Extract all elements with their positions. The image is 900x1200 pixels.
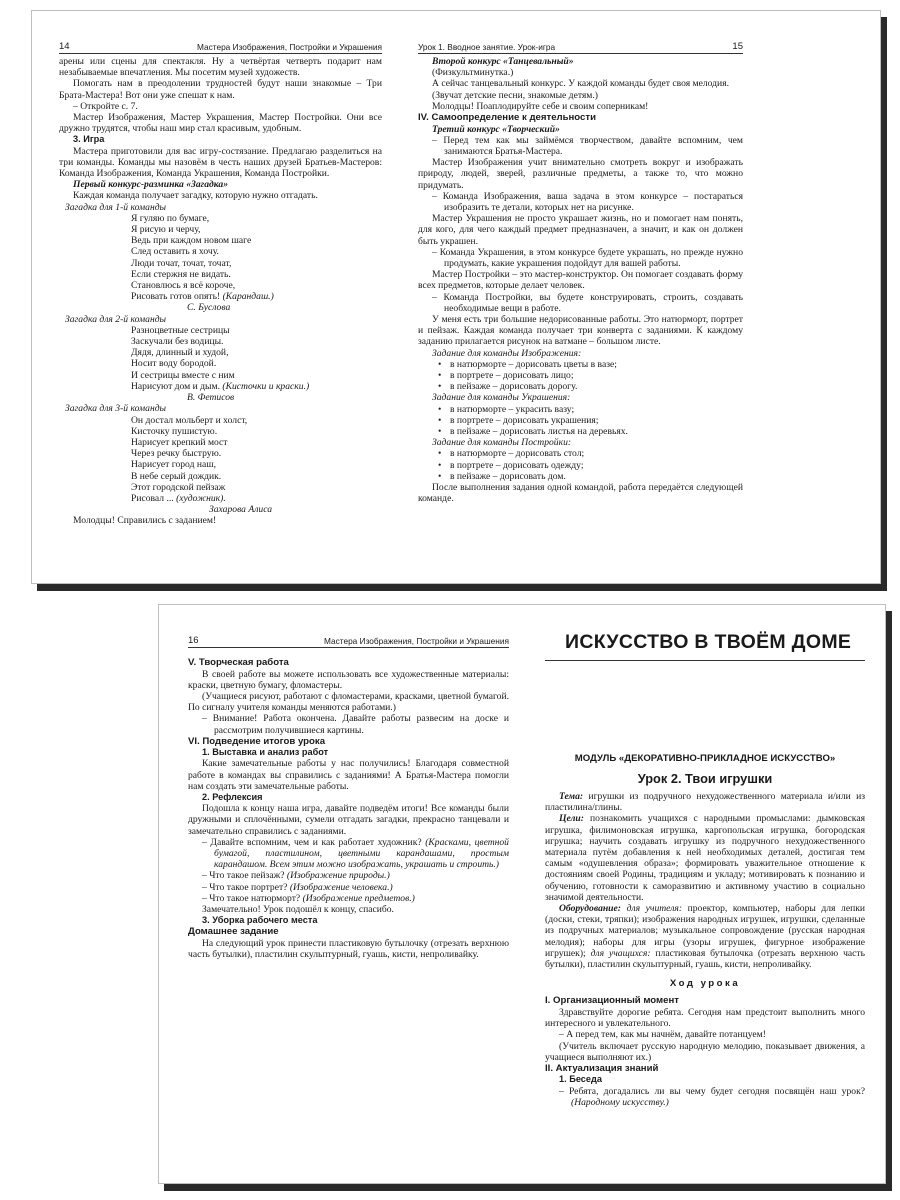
list-item: • в пейзаже – дорисовать листья на деревьях. (438, 426, 743, 437)
poem-line: Кисточку пушистую. (131, 425, 218, 437)
list-item: • в натюрморте – дорисовать стол; (438, 448, 743, 459)
task-label: Задание для команды Украшения: (432, 392, 571, 404)
paragraph: Помогать нам в преодолении трудностей будут наши знакомые – Три Брата-Мастера! Вот они уже спешат к нам. (59, 78, 382, 101)
contest-heading: Первый конкурс-разминка «Загадка» (73, 179, 228, 191)
list-item: • в натюрморте – украсить вазу; (438, 404, 743, 415)
riddle-answer: (художник). (176, 492, 226, 504)
dialogue-line: – Внимание! Работа окончена. Давайте работы развесим на доске и рассмотрим получившиеся картины. (202, 713, 509, 736)
book-spread-pages-16-17 (158, 604, 886, 1184)
list-item: • в портрете – дорисовать лицо; (438, 370, 743, 381)
paragraph: Мастер Постройки – это мастер-конструктор. Он помогает создавать форму всех предметов, которые делает человек. (418, 269, 743, 292)
list-item: • в пейзаже – дорисовать дорогу. (438, 381, 743, 392)
question: – Что такое портрет? (202, 881, 288, 893)
list-item: • в натюрморте – дорисовать цветы в вазе; (438, 359, 743, 370)
poem-line: След оставить я хочу. (131, 246, 219, 258)
paragraph: После выполнения задания одной командой, работа передаётся следующей команде. (418, 482, 743, 505)
subheading: 2. Рефлексия (202, 792, 263, 803)
dialogue-line: – Перед тем как мы займёмся творчеством, давайте вспомним, чем занимаются Братья-Мастера. (432, 134, 743, 157)
paragraph: Каждая команда получает загадку, которую нужно отгадать. (73, 190, 318, 202)
paragraph: (Учитель включает русскую народную мелодию, показывает движения, а учащиеся выполняют их.) (545, 1040, 865, 1063)
bullet-list (418, 359, 743, 393)
task-label: Задание для команды Постройки: (432, 437, 572, 449)
dialogue-line (188, 870, 509, 881)
riddle-answer: (Кисточки и краски.) (222, 380, 310, 392)
paragraph: На следующий урок принести пластиковую бутылочку (отрезать верхнюю часть бутылки), пластилин скульптурный, гуашь, кисти, непроливайку. (188, 937, 509, 961)
dialogue-line (188, 837, 509, 871)
paragraph: Мастер Изображения учит внимательно смотреть вокруг и изображать природу, людей, зверей, различные предметы, а также то, что можно придумать. (418, 157, 743, 191)
page-body (188, 657, 509, 960)
running-title: Урок 1. Вводное занятие. Урок-игра (418, 42, 556, 52)
dialogue-line: – Откройте с. 7. (73, 100, 138, 112)
running-title: Мастера Изображения, Постройки и Украшения (323, 636, 509, 646)
label: для учащихся: (590, 947, 651, 959)
book-spread-pages-14-15 (31, 10, 881, 584)
poem-line: И сестрицы вместе с ним (131, 369, 235, 381)
page-number: 16 (188, 635, 199, 646)
answer: (Народному искусству.) (571, 1096, 669, 1108)
page-header (188, 635, 509, 648)
page-body (418, 56, 743, 504)
page-17 (545, 605, 865, 1183)
contest-heading: Третий конкурс «Творческий» (432, 123, 560, 135)
author: Захарова Алиса (209, 504, 273, 516)
poem-line-text: Рисовать готов опять! (131, 291, 221, 303)
poem-line (131, 493, 382, 504)
task-label: Задание для команды Изображения: (432, 347, 582, 359)
subheading: 1. Выставка и анализ работ (202, 747, 329, 758)
paragraph: У меня есть три большие недорисованные работы. Это натюрморт, портрет и пейзаж. Каждая команда получает три конверта с заданиями. К каждому заданию прилагается рисунок на ватмане – большом листе. (418, 313, 743, 348)
poem-line: Заскучали без водицы. (131, 336, 224, 348)
poem-line: Через речку быструю. (131, 448, 222, 460)
poem-line: Разноцветные сестрицы (131, 324, 230, 336)
poem-line: Люди точат, точат, точат, (131, 257, 232, 269)
text: пластиковая бутылочка (отрезать верхнюю часть бутылки), пластилин скульптурный, гуашь, кисти, непроливайку. (545, 947, 865, 971)
poem-line: Если стержня не видать. (131, 268, 231, 280)
author: С. Буслова (187, 302, 231, 314)
section-heading: VI. Подведение итогов урока (188, 735, 326, 747)
page-body (545, 791, 865, 1108)
page-number: 14 (59, 41, 70, 52)
spacer (545, 970, 865, 978)
poem-line: Нарисует крепкий мост (131, 436, 228, 448)
paragraph (545, 813, 865, 903)
label: для учителя: (626, 903, 683, 915)
running-title: Мастера Изображения, Постройки и Украшения (196, 42, 382, 52)
dialogue-line: – А перед тем, как мы начнём, давайте потанцуем! (559, 1029, 766, 1041)
label: Тема: (559, 791, 584, 802)
poem-line (131, 291, 382, 302)
module-heading: МОДУЛЬ «ДЕКОРАТИВНО-ПРИКЛАДНОЕ ИСКУССТВО» (574, 753, 836, 764)
bullet-list (418, 404, 743, 438)
subheading: 3. Уборка рабочего места (202, 915, 318, 926)
section-heading: II. Актуализация знаний (545, 1062, 659, 1074)
paragraph: Здравствуйте дорогие ребята. Сегодня нам предстоит выполнить много интересного и увлекательного. (545, 1006, 865, 1030)
dialogue-line: – Команда Постройки, вы будете конструировать, строить, создавать необходимые вещи в работе. (432, 291, 743, 314)
dialogue-line (545, 1086, 865, 1108)
list-item: • в портрете – дорисовать украшения; (438, 415, 743, 426)
paragraph: Мастера приготовили для вас игру-состязание. Предлагаю разделиться на три команды. Команды мы назовём в честь наших друзей Братьев-Мастеров: Команда Изображения, Команда Украшения, Команда Постройки. (59, 145, 382, 180)
page-number: 15 (732, 41, 743, 52)
poem-line: В небе серый дождик. (131, 470, 222, 482)
text: познакомить учащихся с народными промыслами: дымковская игрушка, филимоновская игрушка, каргопольская игрушка, богородская игрушка; научить создавать игрушку из подручного нехудожественного материала путём добавления к ней необходимых деталей, достигая тем самым «одушевления образа»; формировать уважительное отношение к достояниям своей Родины, традициям и укладу; мотивировать к познанию и обучению, готовности к саморазвитию и активному участию в социально значимой деятельности. (545, 813, 865, 903)
poem-line: Дядя, длинный и худой, (131, 347, 229, 359)
section-heading: IV. Самоопределение к деятельности (418, 112, 596, 124)
poem-line-text: Нарисуют дом и дым. (131, 380, 220, 392)
page-body (59, 56, 382, 527)
poem-line (131, 381, 382, 392)
dialogue-line (188, 882, 509, 893)
poem-line: Ведь при каждом новом шаге (131, 235, 252, 247)
poem-line: Этот городской пейзаж (131, 481, 226, 493)
chapter-title: ИСКУССТВО В ТВОЁМ ДОМЕ (565, 631, 852, 653)
page-16 (188, 605, 509, 1183)
section-heading: Ход урока (669, 978, 741, 990)
section-heading: I. Организационный момент (545, 995, 679, 1007)
bullet-list (418, 448, 743, 482)
paragraph: Мастер Изображения, Мастер Украшения, Мастер Постройки. Они все дружно трудятся, чтобы наш мир стал красивым, удобным. (59, 112, 382, 135)
paragraph (545, 903, 865, 970)
list-item: • в пейзаже – дорисовать дом. (438, 471, 743, 482)
paragraph: Мастер Украшения не просто украшает жизнь, но и помогает нам понять, для кого, для чего каждый предмет предназначен, а значит, и как он должен быть украшен. (418, 213, 743, 247)
riddle-answer: (Карандаш.) (222, 291, 274, 303)
paragraph: Какие замечательные работы у нас получились! Благодаря совместной работе в командах вы справились с заданиями! А Братья-Мастера помогли нам создать эти замечательные работы. (188, 758, 509, 792)
poem (59, 213, 382, 303)
page-15 (418, 11, 743, 583)
list-item: • в портрете – дорисовать одежду; (438, 460, 743, 471)
answer: (Изображение предметов.) (302, 892, 415, 904)
answer: (Изображение человека.) (289, 881, 393, 893)
poem-line: Он достал мольберт и холст, (131, 414, 248, 426)
riddle-label: Загадка для 2-й команды (65, 313, 167, 325)
poem-line: Носит воду бородой. (131, 358, 217, 370)
paragraph: В своей работе вы можете использовать все художественные материалы: краски, цветную бумагу, фломастеры. (188, 668, 509, 691)
label: Оборудование: (559, 903, 621, 915)
question: – Ребята, догадались ли вы чему будет сегодня посвящён наш урок? (559, 1085, 865, 1097)
paragraph: арены или сцены для спектакля. Ну а четвёртая четверть подарит нам незабываемые впечатления. Мы посетим музей художеств. (59, 56, 382, 79)
poem-line-text: Рисовал ... (131, 492, 174, 504)
question: – Что такое пейзаж? (202, 870, 285, 882)
contest-heading: Второй конкурс «Танцевальный» (432, 56, 574, 67)
dialogue-line: – Команда Изображения, ваша задача в этом конкурсе – постараться изобразить те детали, которых нет на рисунке. (432, 190, 743, 213)
text: проектор, компьютер, наборы для лепки (доски, стеки, тряпки); изображения народных игрушек, игрушки, сделанные из подручных материалов; музыкальное сопровождение (русская народная мелодия); наборы для игры (узоры игрушек, фигурное изображение игрушек); (545, 903, 865, 959)
riddle-label: Загадка для 3-й команды (65, 403, 167, 415)
label: Цели: (559, 813, 584, 825)
answer: (Изображение природы.) (286, 870, 390, 882)
page-header (59, 41, 382, 54)
author: В. Фетисов (187, 392, 235, 404)
poem-line: Нарисует город наш, (131, 459, 217, 471)
poem-line: Я гуляю по бумаге, (131, 212, 210, 224)
dialogue-line: – Команда Украшения, в этом конкурсе будете украшать, но прежде нужно продумать, какие украшения подойдут для вашей работы. (432, 246, 743, 269)
paragraph: Подошла к концу наша игра, давайте подведём итоги! Все команды были дружными и сплочёнными, сумели отгадать загадки, прекрасно танцевали и замечательно справились с заданиями. (188, 803, 509, 837)
page-header (418, 41, 743, 54)
dialogue-line (188, 893, 509, 904)
poem (59, 415, 382, 505)
subheading: 3. Игра (73, 134, 105, 145)
lesson-title: Урок 2. Твои игрушки (637, 771, 773, 786)
poem-line: Я рисую и черчу, (131, 224, 201, 236)
question: – Что такое натюрморт? (202, 892, 301, 904)
paragraph: (Физкультминутка.) (432, 67, 514, 79)
text: игрушки из подручного нехудожественного материала и/или из пластилина/глины. (545, 791, 865, 814)
question: – Давайте вспомним, чем и как работает художник? (202, 836, 422, 848)
paragraph: (Учащиеся рисуют, работают с фломастерами, красками, цветной бумагой. По сигналу учителя команды меняются работами.) (188, 690, 509, 714)
page-14 (59, 11, 382, 583)
poem (59, 325, 382, 392)
paragraph: Замечательно! Урок подошёл к концу, спасибо. (202, 904, 394, 916)
section-heading: V. Творческая работа (188, 657, 289, 668)
paragraph: Молодцы! Справились с заданием! (73, 515, 217, 527)
poem-line: Становлюсь я всё короче, (131, 280, 236, 292)
section-heading: Домашнее задание (188, 926, 279, 938)
paragraph: А сейчас танцевальный конкурс. У каждой команды будет своя мелодия. (432, 78, 729, 90)
riddle-label: Загадка для 1-й команды (65, 201, 167, 213)
paragraph: (Звучат детские песни, знакомые детям.) (432, 89, 598, 101)
paragraph: Молодцы! Поаплодируйте себе и своим соперникам! (432, 100, 649, 112)
paragraph (545, 791, 865, 813)
subheading: 1. Беседа (559, 1074, 602, 1085)
answer: (Красками, цветной бумагой, пластилином, цветными карандашами, простым карандашом. Всем этим можно изображать, украшать и строить.) (214, 836, 509, 871)
